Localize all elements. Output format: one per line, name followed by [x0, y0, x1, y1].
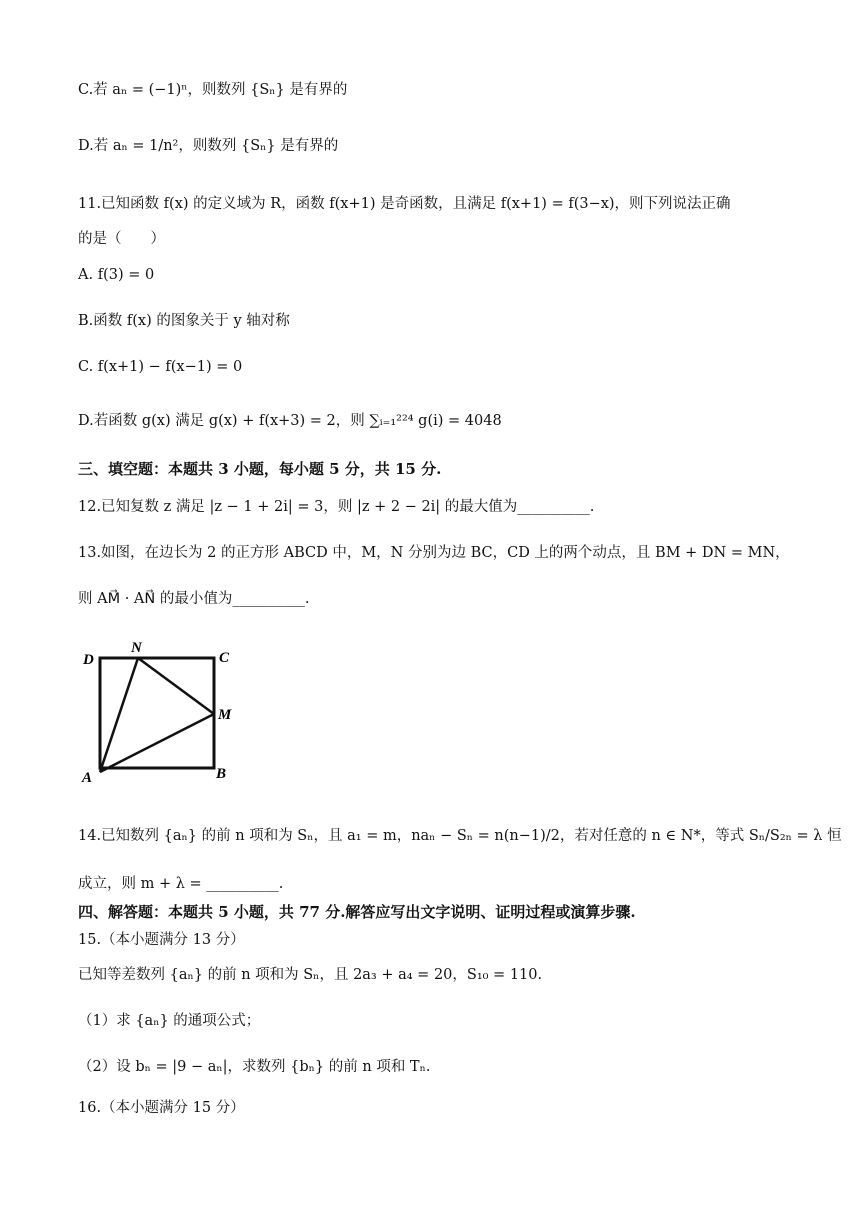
label-a: A [82, 770, 93, 786]
square-abcd [100, 658, 214, 768]
line-question-15-part1: （1）求 {aₙ} 的通项公式； [78, 1013, 261, 1029]
label-d: D [83, 652, 94, 668]
line-question-13-cont: 则 AM⃗ · AN⃗ 的最小值为__________. [78, 591, 310, 607]
line-question-13: 13.如图，在边长为 2 的正方形 ABCD 中，M，N 分别为边 BC，CD 上的两个动点，且 BM + DN = MN， [78, 545, 790, 561]
square-figure [80, 640, 250, 790]
line-question-14: 14.已知数列 {aₙ} 的前 n 项和为 Sₙ，且 a₁ = m，naₙ − Sₙ = n(n−1)/2，若对任意的 n ∈ N*，等式 Sₙ/S₂ₙ = λ 恒 [78, 828, 842, 844]
line-option-a-11: A. f(3) = 0 [78, 267, 155, 283]
line-question-15-header: 15.（本小题满分 13 分） [78, 932, 245, 948]
line-question-11: 11.已知函数 f(x) 的定义域为 R，函数 f(x+1) 是奇函数，且满足 f(x+1) = f(3−x)，则下列说法正确 [78, 196, 731, 212]
label-c: C [219, 650, 230, 666]
label-n: N [131, 640, 142, 656]
line-option-d-10: D.若 aₙ = 1/n²，则数列 {Sₙ} 是有界的 [78, 138, 339, 154]
segment-nm [138, 658, 214, 714]
line-question-14-cont: 成立，则 m + λ = __________. [78, 876, 284, 892]
line-question-15-part2: （2）设 bₙ = |9 − aₙ|，求数列 {bₙ} 的前 n 项和 Tₙ. [78, 1059, 431, 1075]
line-question-12: 12.已知复数 z 满足 |z − 1 + 2i| = 3，则 |z + 2 − 2i| 的最大值为__________. [78, 499, 595, 515]
line-option-b-11: B.函数 f(x) 的图象关于 y 轴对称 [78, 313, 290, 329]
line-option-c-11: C. f(x+1) − f(x−1) = 0 [78, 359, 243, 375]
line-question-16-header: 16.（本小题满分 15 分） [78, 1100, 245, 1116]
section-heading-4: 四、解答题：本题共 5 小题，共 77 分.解答应写出文字说明、证明过程或演算步骤. [78, 903, 636, 921]
label-m: M [218, 707, 232, 723]
line-option-c-10: C.若 aₙ = (−1)ⁿ，则数列 {Sₙ} 是有界的 [78, 82, 348, 98]
line-question-15: 已知等差数列 {aₙ} 的前 n 项和为 Sₙ，且 2a₃ + a₄ = 20，S₁₀ = 110. [78, 967, 543, 983]
section-heading-3: 三、填空题：本题共 3 小题，每小题 5 分，共 15 分. [78, 460, 442, 478]
label-b: B [216, 766, 227, 782]
line-question-11-cont: 的是（ ） [78, 231, 165, 247]
line-option-d-11: D.若函数 g(x) 满足 g(x) + f(x+3) = 2，则 ∑ᵢ₌₁²²⁴ g(i) = 4048 [78, 413, 502, 429]
